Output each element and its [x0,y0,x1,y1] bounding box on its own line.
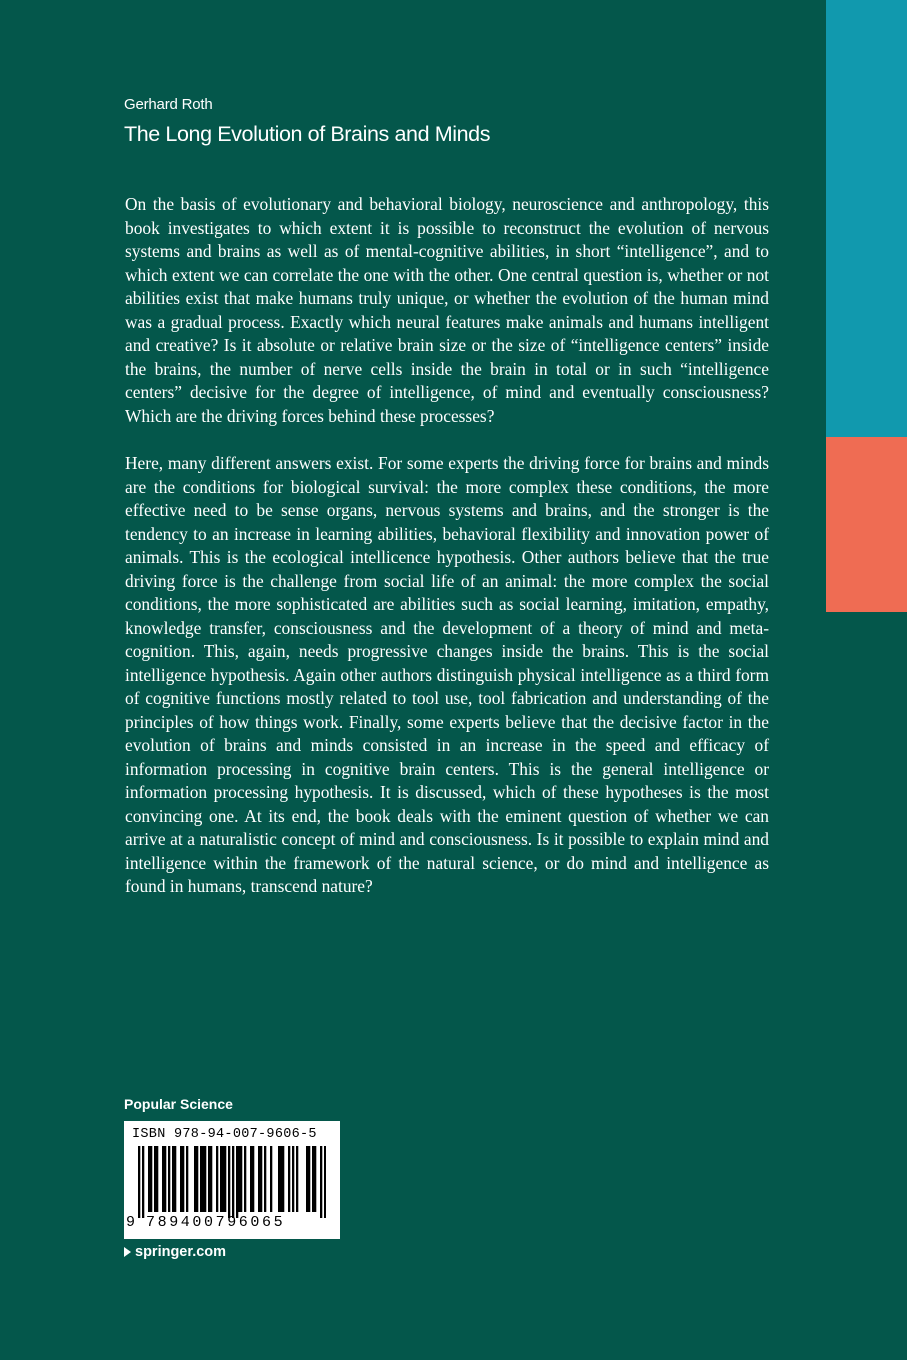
barcode-bar [168,1146,170,1212]
barcode-bar [200,1146,202,1212]
category-label: Popular Science [124,1096,233,1112]
barcode-bar [172,1146,174,1212]
barcode-bar [306,1146,308,1212]
isbn-label: ISBN 978-94-007-9606-5 [132,1127,317,1142]
barcode-bar [308,1146,310,1212]
ean-digits: 789400796065 [146,1214,286,1231]
coral-stripe [826,437,907,612]
blurb-paragraph-1: On the basis of evolutionary and behavioral biology, neuroscience and anthropology, this book investigates to which extent it is possible to reconstruct the evolution of nervous systems and brains as well as of mental-cognitive abilities, in short “intelligence”, and to which extent we can correlate the one with the other. One central question is, whether or not abilities exist that make humans truly unique, or whether the evolution of the human mind was a gradual process. Exactly which neural features make animals and humans intelligent and creative? Is it absolute or relative brain size or the size of “intelligence centers” inside the brains, the number of nerve cells inside the brain in total or in such “intelligence centers” decisive for the degree of intelligence, of mind and eventually consciousness? Which are the driving forces behind these processes? [125,194,769,426]
barcode-bar [174,1146,176,1212]
barcode-bar [260,1146,262,1212]
author-name: Gerhard Roth [124,96,213,113]
barcode-bar [232,1146,234,1218]
barcode-bar [270,1146,272,1212]
publisher-link[interactable] [124,1244,226,1260]
barcode-bar [292,1146,294,1212]
barcode-bar [236,1146,238,1218]
barcode-bar [138,1146,140,1218]
barcode-bar [148,1146,150,1212]
barcode-bar [320,1146,322,1218]
barcode-bar [224,1146,226,1212]
barcode-bar [288,1146,290,1212]
barcode-bar [238,1146,240,1212]
book-title: The Long Evolution of Brains and Minds [124,122,491,146]
barcode-bar [324,1146,326,1218]
barcode-bar [258,1146,260,1212]
publisher-link-label: springer.com [135,1244,227,1260]
isbn-barcode [124,1121,340,1239]
teal-stripe [826,0,907,437]
barcode-bar [154,1146,156,1212]
barcode-bar [280,1146,282,1212]
barcode-bar [196,1146,198,1212]
blurb-paragraph-2: Here, many different answers exist. For some experts the driving force for brains and minds are the conditions for biological survival: the more complex these conditions, the more effective need to be sense organs, nervous systems and brains, and the stronger is the tendency to an increase in learning abilities, behavioral flexibility and innovation power of animals. This is the ecological intellicence hypothesis. Other authors believe that the true driving force is the challenge from social life of an animal: the more complex the social conditions, the more sophisticated are abilities such as social learning, imitation, empathy, knowledge transfer, consciousness and the development of a theory of mind and meta-cognition. This, again, needs progressive changes inside the brains. This is the social intelligence hypothesis. Again other authors distinguish physical intelligence as a third form of cognitive functions mostly related to tool use, tool fabrication and understanding of the principles of how things work. Finally, some experts believe that the decisive factor in the evolution of brains and minds consisted in an increase in the speed and efficacy of information processing in cognitive brain centers. This is the general intelligence or information processing hypothesis. It is discussed, which of these hypotheses is the most convincing one. At its end, the book deals with the eminent question of whether we can arrive at a naturalistic concept of mind and consciousness. Is it possible to explain mind and intelligence within the framework of the natural science, or do mind and intelligence as found in humans, transcend nature? [125,453,769,896]
barcode-bar [264,1146,266,1212]
barcode-bar [150,1146,152,1212]
barcode-bars [138,1146,326,1218]
barcode-bar [204,1146,206,1212]
barcode-bar [156,1146,158,1212]
barcode-bar [228,1146,230,1218]
barcode-bar [312,1146,314,1212]
barcode-bar [194,1146,196,1212]
barcode-bar [296,1146,298,1212]
barcode-bar [278,1146,280,1212]
arrow-right-icon [124,1247,131,1257]
barcode-bar [220,1146,222,1212]
barcode-bar [142,1146,144,1218]
barcode-bar [182,1146,184,1212]
barcode-bar [250,1146,252,1212]
barcode-bar [208,1146,210,1212]
barcode-bar [314,1146,316,1212]
barcode-bar [202,1146,204,1212]
barcode-bar [222,1146,224,1212]
barcode-bar [216,1146,218,1212]
barcode-bar [210,1146,212,1212]
barcode-bar [282,1146,284,1212]
barcode-bar [240,1146,242,1212]
barcode-bar [164,1146,166,1212]
barcode-bar [162,1146,164,1212]
barcode-bar [186,1146,188,1212]
barcode-bar [180,1146,182,1212]
barcode-bar [244,1146,246,1212]
barcode-bar [252,1146,254,1212]
ean-first-digit: 9 [126,1214,136,1231]
